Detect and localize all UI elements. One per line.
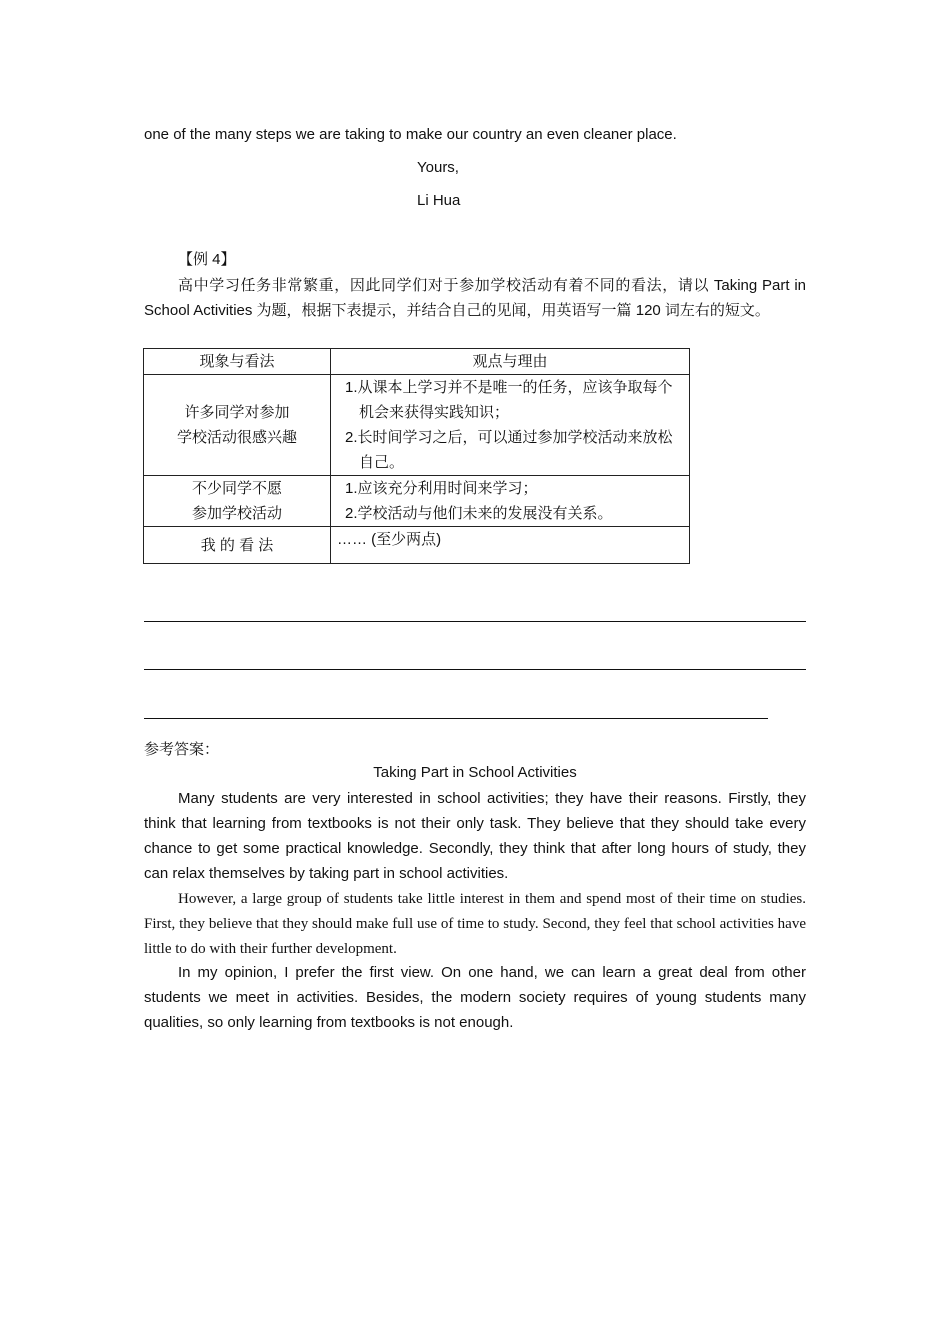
essay-title: Taking Part in School Activities [373,764,577,781]
reason-item: 1.从课本上学习并不是唯一的任务，应该争取每个机会来获得实践知识； [345,379,673,421]
phenomenon-line: 许多同学对参加 [184,404,290,421]
table-header-row [144,349,690,375]
essay-paragraph [144,887,806,962]
essay-paragraph [144,786,806,886]
essay-paragraph-text: In my opinion, I prefer the first view. On one hand, we can learn a great deal from other students we meet in activities. Besides, the modern society requires of young students many qualities, so only learning from textbooks is not enough. [144,964,806,1031]
reasons-cell [331,527,690,564]
table-row [144,527,690,564]
table-row [144,476,690,527]
table-header: 现象与看法 [144,349,331,375]
task-prompt [144,273,806,323]
essay-paragraph-text: Many students are very interested in school activities; they have their reasons. Firstly, they think that learning from textbooks is not their only task. They believe that they should take every chance to get some practical knowledge. Secondly, they think that after long hours of study, they can relax themselves by taking part in school activities. [144,790,806,882]
table-header: 观点与理由 [331,349,690,375]
answer-label: 参考答案： [144,741,220,758]
reason-item: 2.学校活动与他们未来的发展没有关系。 [345,505,613,522]
reasons-cell [331,375,690,476]
reason-item: 1.应该充分利用时间来学习； [345,480,538,497]
example-label: 【例 4】 [178,251,236,268]
phenomenon-line: 我 的 看 法 [200,536,274,554]
essay-paragraph [144,960,806,1035]
phenomenon-cell [144,476,331,527]
reason-item: 2.长时间学习之后，可以通过参加学校活动来放松自己。 [345,429,673,471]
letter-closing-line: one of the many steps we are taking to make our country an even cleaner place. [144,126,677,143]
phenomenon-cell [144,375,331,476]
phenomenon-line: 学校活动很感兴趣 [176,429,297,446]
writing-line [144,621,806,622]
phenomenon-line: 不少同学不愿 [191,480,282,497]
writing-line [144,718,768,719]
outline-table [143,348,690,564]
task-prompt-text: 高中学习任务非常繁重，因此同学们对于参加学校活动有着不同的看法，请以 Taking Part in School Activities 为题，根据下表提示，并结合自己的见闻，用英语写一篇 120 词左右的短文。 [144,277,806,319]
reason-item: …… (至少两点) [337,531,442,548]
essay-paragraph-text: However, a large group of students take little interest in them and spend most of their time on studies. First, they believe that they should make full use of time to study. Second, they feel that school activities have little to do with their further development. [144,891,806,957]
writing-line [144,669,806,670]
letter-sign-off: Yours, [417,159,459,176]
phenomenon-line: 参加学校活动 [191,505,282,522]
phenomenon-cell [144,527,331,564]
letter-signature: Li Hua [417,192,461,209]
reasons-cell [331,476,690,527]
table-row [144,375,690,476]
